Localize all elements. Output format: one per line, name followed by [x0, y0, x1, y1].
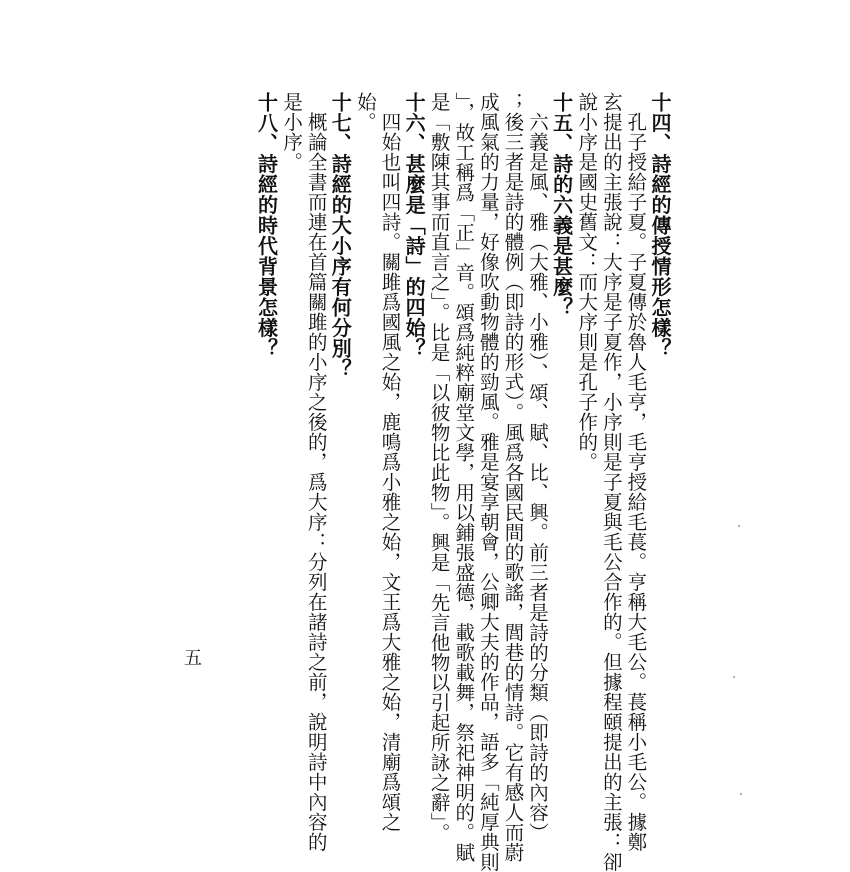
text-line: 是「敷陳其事而直言之」。比是「以彼物比此物」。興是「先言他物以引起所詠之辭」。	[427, 92, 451, 843]
text-line: 玄提出的主張說：大序是子夏作，小序則是子夏與毛公合作的。但據程頤提出的主張：卻	[599, 92, 623, 872]
text-line: 概論全書而連在首篇關雎的小序之後的，爲大序：分列在諸詩之前，說明詩中內容的	[304, 112, 328, 853]
scan-speck	[733, 676, 735, 678]
text-line: 六義是風、雅（大雅、小雅）、頌、賦、比、興。前三者是詩的分類（即詩的內容）	[526, 112, 550, 843]
vertical-text-block	[254, 92, 672, 872]
section-heading: 十八、詩經的時代背景怎樣？	[254, 92, 279, 359]
text-line: 成風氣的力量，好像吹動物體的勁風。雅是宴享朝會，公卿大夫的作品，語多「純厚典則	[476, 92, 500, 872]
text-line: 」，故工稱爲「正」音。頌爲純粹廟堂文學，用以鋪張盛德，載歌載舞，祭祀神明的。賦	[452, 92, 476, 863]
section-heading: 十四、詩經的傳授情形怎樣？	[648, 92, 672, 359]
text-line: 四始也叫四詩。關雎爲國風之始，鹿鳴爲小雅之始，文王爲大雅之始，清廟爲頌之	[378, 112, 402, 833]
section-heading: 十五、詩的六義是甚麼？	[549, 92, 574, 318]
page-number: 五	[181, 648, 202, 666]
section-heading: 十七、詩經的大小序有何分別？	[328, 92, 353, 379]
text-line: ；後三者是詩的體例（即詩的形式）。風爲各國民間的歌謠，閭巷的情詩。它有感人而蔚	[501, 92, 525, 863]
text-line: 始。	[353, 92, 377, 132]
text-line: 說小序是國史舊文：而大序則是孔子作的。	[575, 92, 599, 472]
scan-speck	[740, 793, 742, 795]
text-line: 是小序。	[280, 92, 304, 172]
scan-speck	[738, 525, 740, 527]
text-line: 孔子授給子夏。子夏傳於魯人毛亨，毛亨授給毛萇。亨稱大毛公。萇稱小毛公。據鄭	[624, 112, 648, 853]
section-heading: 十六、甚麼是「詩」的四始？	[402, 92, 427, 359]
